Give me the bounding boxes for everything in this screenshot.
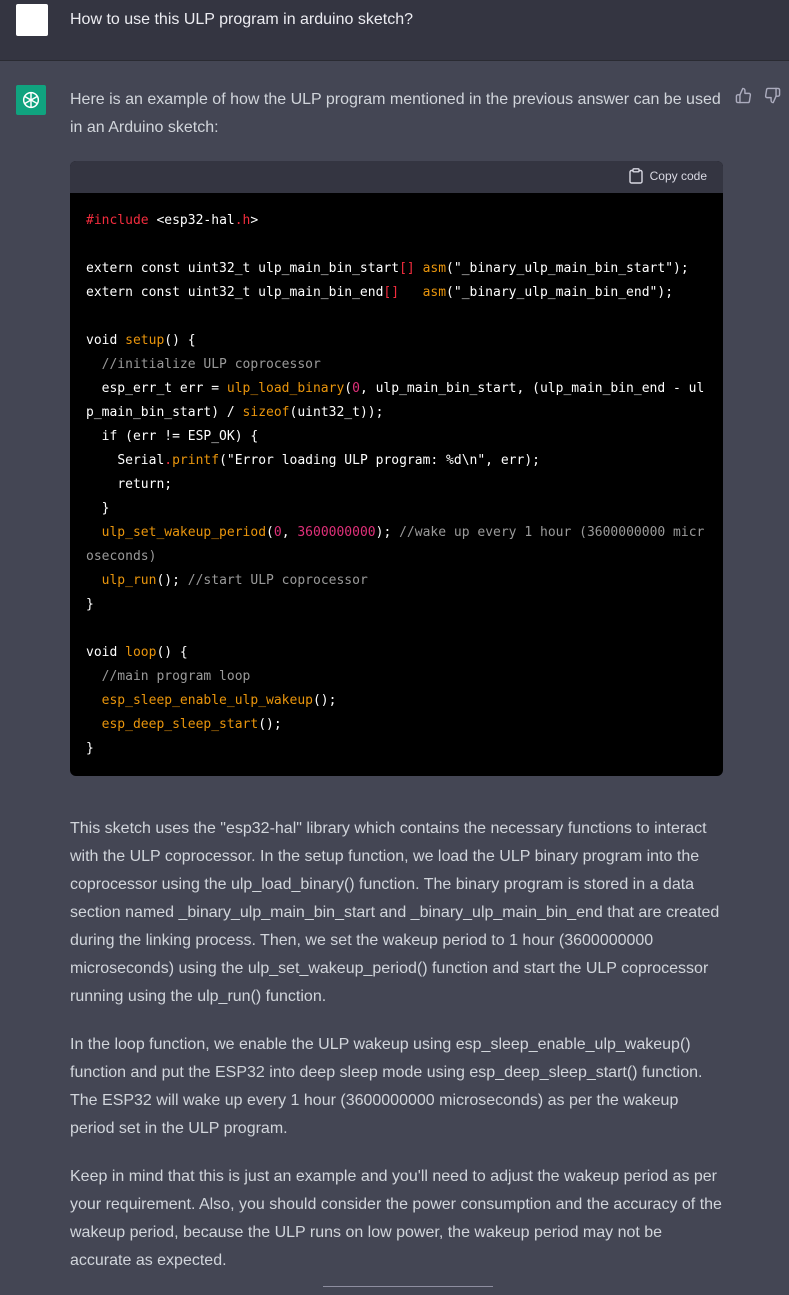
code-line: #include <esp32-hal.h> [86,213,259,228]
code-line: extern const uint32_t ulp_main_bin_start[] asm("_binary_ulp_main_bin_start"); [86,261,689,276]
code-line: } [86,741,94,756]
code-line: void loop() { [86,645,188,660]
code-line: Serial.printf("Error loading ULP program: %d\n", err); [86,453,540,468]
code-block [70,161,723,776]
code-line: } [86,597,94,612]
assistant-avatar [16,85,46,115]
explanation-paragraph: In the loop function, we enable the ULP wakeup using esp_sleep_enable_ulp_wakeup() function and put the ESP32 into deep sleep mode using esp_deep_sleep_start() function. The ESP32 will wake up every 1 hour (3600000000 microseconds) as per the wakeup period set in the ULP program. [70,1036,703,1137]
code-line: esp_sleep_enable_ulp_wakeup(); [101,693,337,708]
code-line: void setup() { [86,333,196,348]
user-message-row [0,0,789,61]
code-line: ulp_run(); //start ULP coprocessor [101,573,368,588]
thumbs-up-icon[interactable] [735,87,752,104]
openai-logo-icon [20,89,42,111]
assistant-message-row [0,61,789,1289]
feedback-buttons [735,87,781,104]
code-line: esp_deep_sleep_start(); [101,717,282,732]
explanation-paragraph: Keep in mind that this is just an example and you'll need to adjust the wakeup period as per your requirement. Also, you should consider the power consumption and the accuracy of the wakeup period, because the ULP runs on low power, the wakeup period may not be accurate as expected. [70,1168,722,1269]
code-line: ulp_set_wakeup_period(0, 3600000000); //wake up every 1 hour (3600000000 microseconds) [86,525,705,564]
scroll-indicator [323,1286,493,1287]
user-avatar [16,4,48,36]
copy-code-label: Copy code [649,169,707,183]
code-line: } [86,501,110,516]
code-line: esp_err_t err = ulp_load_binary(0, ulp_main_bin_start, (ulp_main_bin_end - ulp_main_bin_start) / sizeof(uint32_t)); [86,381,705,420]
assistant-intro-text: Here is an example of how the ULP program mentioned in the previous answer can be used in an Arduino sketch: [70,91,721,136]
user-message-text: How to use this ULP program in arduino sketch? [70,11,413,28]
copy-code-button[interactable] [629,168,707,184]
explanation-paragraph: This sketch uses the "esp32-hal" library which contains the necessary functions to interact with the ULP coprocessor. In the setup function, we load the ULP binary program into the coprocessor using the ulp_load_binary() function. The binary program is stored in a data section named _binary_ulp_main_bin_start and _binary_ulp_main_bin_end that are created during the linking process. Then, we set the wakeup period to 1 hour (3600000000 microseconds) using the ulp_set_wakeup_period() function and start the ULP coprocessor running using the ulp_run() function. [70,820,720,1005]
code-line: if (err != ESP_OK) { [86,429,259,444]
clipboard-icon [629,168,643,184]
assistant-explanation [70,815,725,1295]
code-block-header [70,161,723,193]
code-content [70,193,723,761]
code-line: extern const uint32_t ulp_main_bin_end[] asm("_binary_ulp_main_bin_end"); [86,285,674,300]
thumbs-down-icon[interactable] [764,87,781,104]
code-line: //initialize ULP coprocessor [86,357,321,372]
code-line: return; [86,477,173,492]
code-line: //main program loop [86,669,251,684]
